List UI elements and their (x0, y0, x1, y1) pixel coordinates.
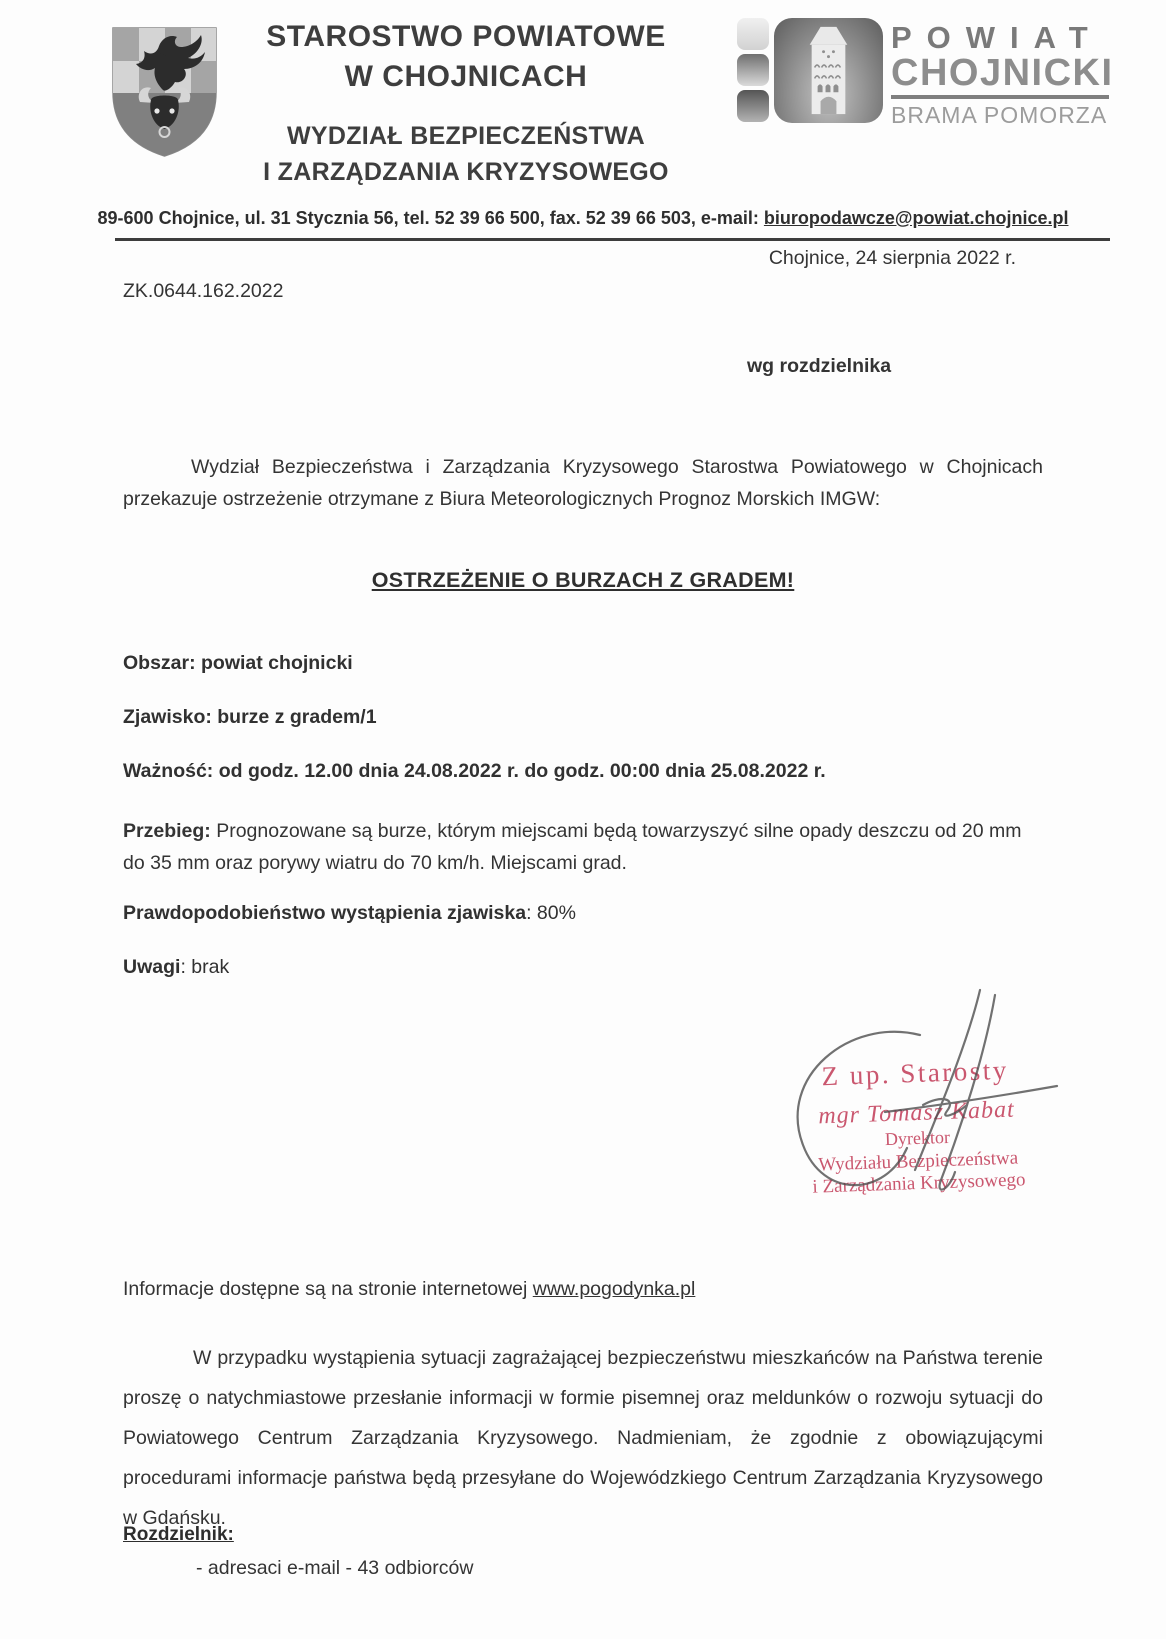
warning-title: OSTRZEŻENIE O BURZACH Z GRADEM! (371, 568, 795, 592)
org-name-line1: STAROSTWO POWIATOWE (266, 20, 666, 53)
dept-name-line2: I ZARZĄDZANIA KRYZYSOWEGO (263, 158, 669, 186)
probability-label: Prawdopodobieństwo wystąpienia zjawiska (123, 902, 527, 924)
dept-name-line1: WYDZIAŁ BEZPIECZEŃSTWA (287, 122, 645, 150)
course-text: Prognozowane są burze, którym miejscami będą towarzyszyć silne opady deszczu od 20 mm do 35 mm oraz porywy wiatru do 70 km/h. Miejscami grad. (123, 820, 1022, 874)
stamp-authority-line: Z up. Starosty (821, 1054, 1010, 1092)
tower-gate-icon (774, 18, 883, 123)
remarks-value: : brak (180, 956, 230, 978)
closing-paragraph: W przypadku wystąpienia sytuacji zagrażającej bezpieczeństwu mieszkańców na Państwa terenie proszę o natychmiastowe przesłanie informacji w formie pisemnej oraz meldunków o rozwoju sytuacji do Powiatowego Centrum Zarządzania Kryzysowego. Nadmieniam, że zgodnie z obowiązującymi procedurami informacje państwa będą przesyłane do Wojewódzkiego Centrum Zarządzania Kryzysowego w Gdańsku. (123, 1347, 1043, 1529)
reference-number: ZK.0644.162.2022 (123, 280, 284, 302)
logo-square-dark (737, 90, 769, 122)
stamp-title: Dyrektor (884, 1126, 951, 1150)
warning-probability (123, 902, 576, 925)
warning-area: Obszar: powiat chojnicki (123, 652, 353, 674)
address-text: 89-600 Chojnice, ul. 31 Stycznia 56, tel. 52 39 66 500, fax. 52 39 66 503, e-mail: (97, 208, 764, 228)
powiat-logo (737, 18, 1114, 129)
distribution-label: Rozdzielnik: (123, 1524, 234, 1545)
info-line (123, 1278, 695, 1301)
logo-powiat-label: POWIAT (891, 20, 1103, 55)
logo-chojnicki-label: CHOJNICKI (891, 52, 1114, 94)
coat-of-arms-icon (107, 22, 222, 162)
warning-remarks (123, 956, 229, 979)
info-text: Informacje dostępne są na stronie internetowej (123, 1278, 533, 1300)
stamp-dept-line1: Wydziału Bezpieczeństwa (817, 1147, 1019, 1176)
org-name-line2: W CHOJNICACH (344, 60, 588, 93)
warning-validity: Ważność: od godz. 12.00 dnia 24.08.2022 r. do godz. 00:00 dnia 25.08.2022 r. (123, 760, 826, 782)
warning-course (123, 816, 1043, 879)
intro-paragraph: Wydział Bezpieczeństwa i Zarządzania Kryzysowego Starostwa Powiatowego w Chojnicach przekazuje ostrzeżenie otrzymane z Biura Meteorologicznych Prognoz Morskich IMGW: (123, 456, 1043, 510)
logo-divider (891, 95, 1109, 99)
handwritten-signature (735, 965, 1085, 1230)
address-line (0, 208, 1166, 229)
addressee: wg rozdzielnika (747, 355, 892, 377)
probability-value: : 80% (526, 902, 576, 924)
pogodynka-url: www.pogodynka.pl (532, 1278, 696, 1300)
logo-squares (737, 18, 769, 126)
logo-text (891, 18, 1114, 129)
logo-square-light (737, 18, 769, 50)
coat-of-arms (107, 22, 222, 167)
stamp-name: mgr Tomasz Kabat (817, 1096, 1016, 1130)
email-address: biuropodawcze@powiat.chojnice.pl (763, 208, 1069, 228)
stamp-dept-line2: i Zarządzania Kryzysowego (812, 1169, 1026, 1198)
logo-square-medium (737, 54, 769, 86)
remarks-label: Uwagi (123, 956, 181, 978)
place-and-date: Chojnice, 24 sierpnia 2022 r. (768, 247, 1016, 269)
logo-brama-pomorza-label: BRAMA POMORZA (891, 102, 1108, 128)
course-label: Przebieg: (123, 820, 211, 842)
warning-phenomenon: Zjawisko: burze z gradem/1 (123, 706, 377, 728)
header-rule (115, 238, 1110, 241)
distribution-item: - adresaci e-mail - 43 odbiorców (196, 1557, 474, 1579)
